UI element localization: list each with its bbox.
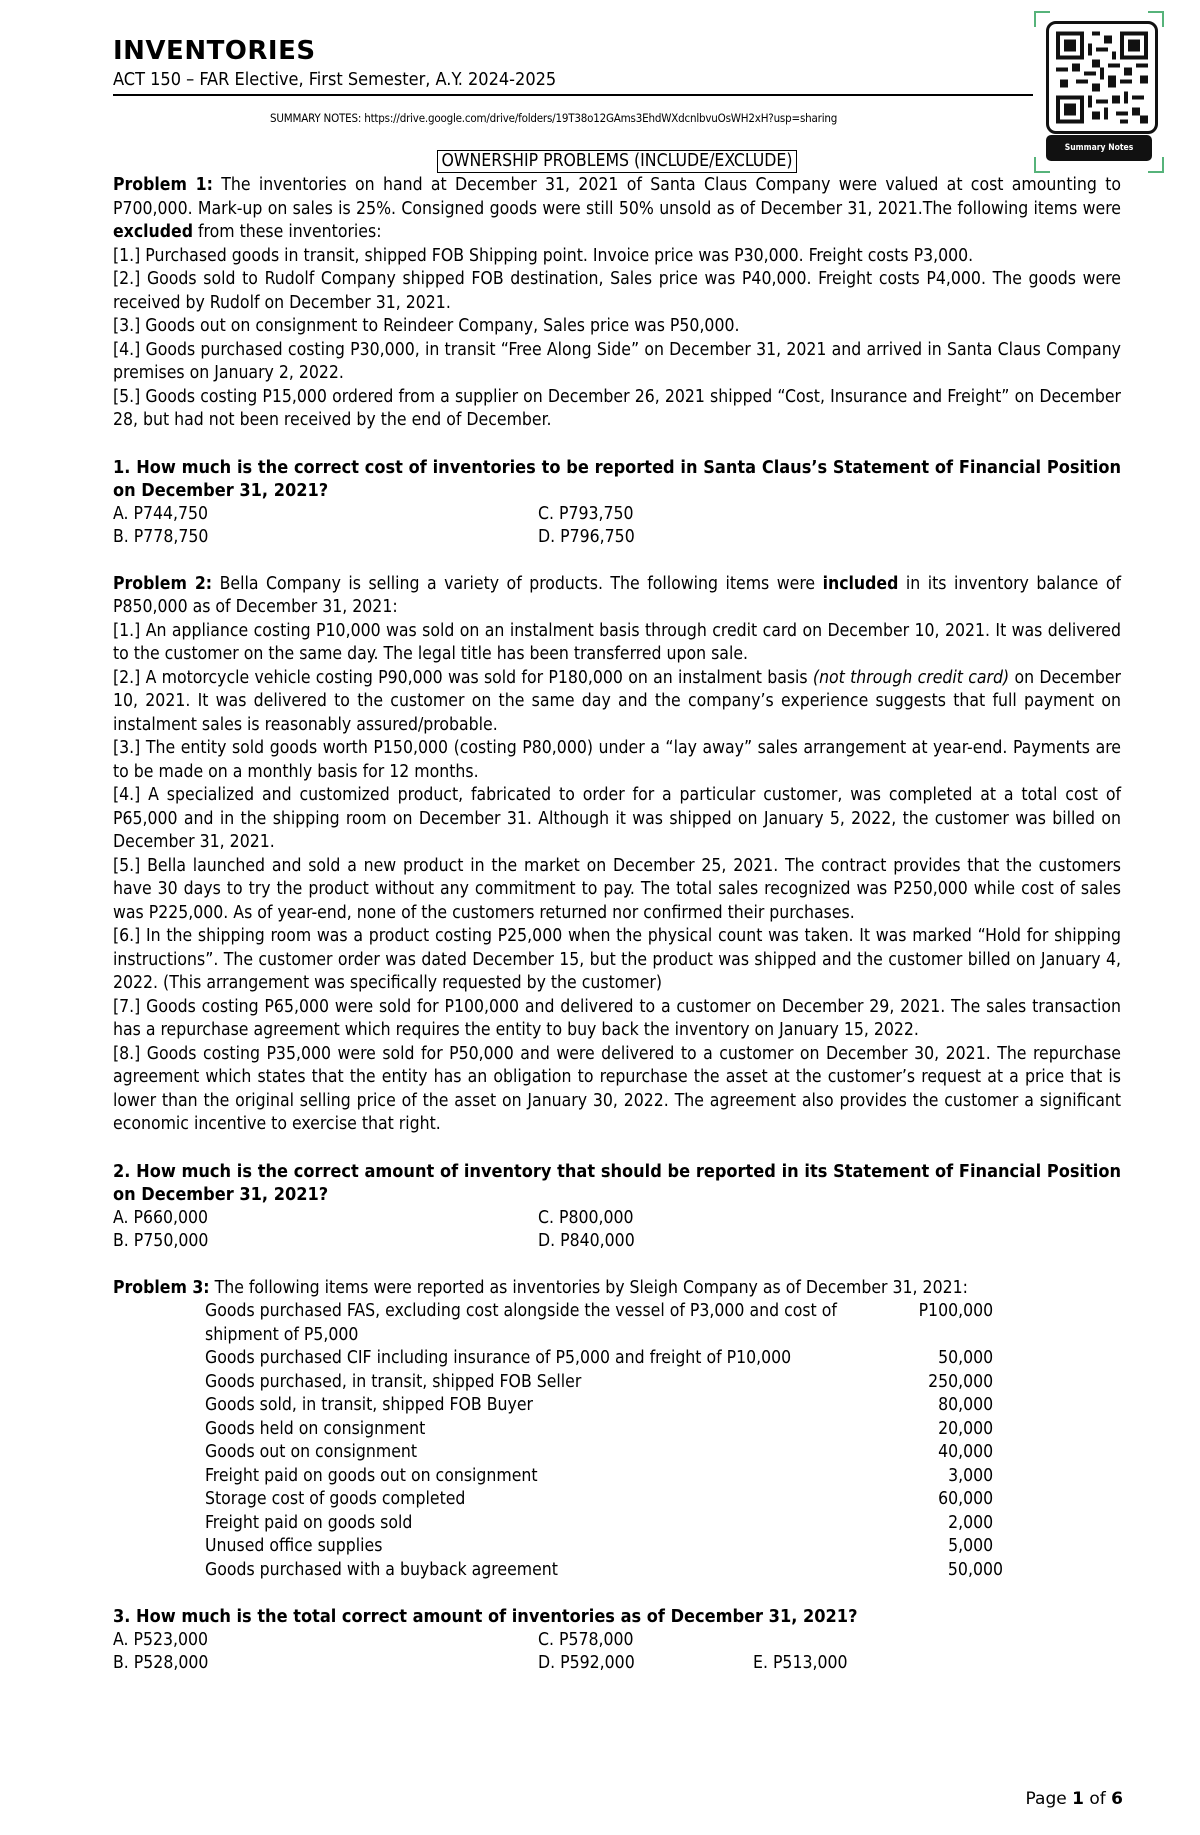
item-amount: P100,000 xyxy=(918,1301,994,1321)
table-row xyxy=(205,1371,1055,1395)
table-row xyxy=(205,1394,1055,1418)
inventory-items-table xyxy=(205,1300,1055,1582)
list-item: [8.] Goods costing P35,000 were sold for P50,000 and were delivered to a customer on December 30, 2021. The repurchase agreement which states that the entity has an obligation to repurchase the asset at the customer’s request at a price that is lower than the original selling price of the asset on January 30, 2022. The agreement also provides the customer a significant economic incentive to exercise that right. xyxy=(113,1043,1121,1134)
choice-b: B. P778,750 xyxy=(113,527,209,547)
item-amount: 80,000 xyxy=(938,1395,994,1415)
list-item: [5.] Bella launched and sold a new product in the market on December 25, 2021. The contract provides that the customers have 30 days to try the product without any commitment to pay. The total sales recognized was P250,000 while cost of sales was P225,000. As of year-end, none of the customers returned nor confirmed their purchases. xyxy=(113,855,1121,923)
header-divider xyxy=(113,94,1033,96)
item-description: Goods purchased, in transit, shipped FOB Seller xyxy=(205,1371,582,1392)
item-amount-offset xyxy=(993,1535,1055,1559)
document-title: INVENTORIES xyxy=(113,36,316,66)
qr-code-block[interactable] xyxy=(1034,11,1164,173)
choice-c: C. P800,000 xyxy=(538,1207,634,1228)
list-item: [1.] Purchased goods in transit, shipped FOB Shipping point. Invoice price was P30,000. Freight costs P3,000. xyxy=(113,245,974,266)
list-item: [6.] In the shipping room was a product costing P25,000 when the physical count was taken. It was marked “Hold for shipping instructions”. The customer order was dated December 15, but the product was shipped and the customer billed on January 4, 2022. (This arrangement was specifically requested by the customer) xyxy=(113,926,1121,993)
choice-a: A. P660,000 xyxy=(113,1207,209,1228)
italic-text: (not through credit card) xyxy=(812,667,1010,688)
item-amount: 3,000 xyxy=(948,1465,994,1486)
table-row xyxy=(205,1488,1055,1512)
item-amount: 250,000 xyxy=(928,1371,994,1392)
choices-2 xyxy=(113,1207,1121,1254)
item-amount-offset xyxy=(993,1394,1055,1418)
problem-3-intro xyxy=(113,1277,1121,1301)
choices-1 xyxy=(113,503,1121,550)
item-description: Goods held on consignment xyxy=(205,1418,426,1439)
item-description: Goods purchased with a buyback agreement xyxy=(205,1559,558,1580)
item-amount-offset xyxy=(993,1512,1055,1536)
item-amount: 20,000 xyxy=(938,1418,994,1439)
item-amount-offset xyxy=(993,1488,1055,1512)
table-row xyxy=(205,1347,1055,1371)
choice-b: B. P528,000 xyxy=(113,1653,209,1673)
page-current: 1 xyxy=(1072,1789,1084,1809)
choice-d: D. P592,000 xyxy=(538,1653,635,1673)
table-row xyxy=(205,1512,1055,1536)
item-description: Goods purchased FAS, excluding cost alongside the vessel of P3,000 and cost of shipment of P5,000 xyxy=(205,1301,837,1345)
list-item: [7.] Goods costing P65,000 were sold for P100,000 and delivered to a customer on December 29, 2021. The sales transaction has a repurchase agreement which requires the entity to buy back the inventory on January 15, 2022. xyxy=(113,996,1121,1040)
table-row xyxy=(205,1300,1055,1347)
list-item: [1.] An appliance costing P10,000 was sold on an instalment basis through credit card on December 10, 2021. It was delivered to the customer on the same day. The legal title has been transferred upon sale. xyxy=(113,620,1121,664)
item-amount-offset xyxy=(993,1347,1055,1371)
list-item: [2.] Goods sold to Rudolf Company shipped FOB destination, Sales price was P40,000. Freight costs P4,000. The goods were received by Rudolf on December 31, 2021. xyxy=(113,269,1121,313)
question-2: 2. How much is the correct amount of inventory that should be reported in its Statement of Financial Position on December 31, 2021? xyxy=(113,1160,1121,1205)
choice-a: A. P523,000 xyxy=(113,1629,209,1650)
list-item-text: [2.] A motorcycle vehicle costing P90,000 was sold for P180,000 on an instalment basis xyxy=(113,667,808,688)
problem-label: Problem 2: xyxy=(113,573,213,594)
item-amount-offset xyxy=(993,1371,1055,1395)
item-amount-offset: 50,000 xyxy=(947,1559,1003,1580)
item-description: Freight paid on goods out on consignment xyxy=(205,1465,538,1486)
page-word: Page xyxy=(1025,1789,1067,1809)
page-number xyxy=(1026,1789,1123,1809)
item-amount: 5,000 xyxy=(948,1536,994,1556)
item-description: Goods purchased CIF including insurance of P5,000 and freight of P10,000 xyxy=(205,1348,792,1368)
problem-text: The inventories on hand at December 31, 2021 of Santa Claus Company were valued at cost amounting to P700,000. Mark-up on sales is 25%. Consigned goods were still 50% unsold as of December 31, 2021.The following items were xyxy=(113,175,1121,219)
item-amount-offset xyxy=(993,1300,1055,1347)
choice-blank xyxy=(753,1629,1053,1653)
list-item-text: on December 10, 2021. It was delivered to the customer on the same day and the company’s experience suggests that full payment on instalment sales is reasonably assured/probable. xyxy=(113,667,1121,735)
course-subtitle: ACT 150 – FAR Elective, First Semester, A.Y. 2024-2025 xyxy=(113,69,557,90)
item-amount: 40,000 xyxy=(938,1442,994,1462)
choice-e: E. P513,000 xyxy=(753,1653,848,1673)
table-row xyxy=(205,1465,1055,1489)
choice-d: D. P796,750 xyxy=(538,527,635,547)
emphasis-text: included xyxy=(822,573,899,594)
problem-text: in its inventory balance of P850,000 as of December 31, 2021: xyxy=(113,573,1122,617)
list-item: [4.] Goods purchased costing P30,000, in transit “Free Along Side” on December 31, 2021 and arrived in Santa Claus Company premises on January 2, 2022. xyxy=(113,339,1121,383)
item-amount: 50,000 xyxy=(938,1348,994,1368)
problem-text: Bella Company is selling a variety of products. The following items were xyxy=(219,573,816,594)
item-description: Storage cost of goods completed xyxy=(205,1489,466,1509)
item-amount: 60,000 xyxy=(938,1489,994,1509)
qr-badge-label: Summary Notes xyxy=(1046,135,1152,161)
item-amount-offset xyxy=(993,1441,1055,1465)
problem-text: The following items were reported as inventories by Sleigh Company as of December 31, 2021: xyxy=(214,1277,968,1298)
section-heading-text: OWNERSHIP PROBLEMS (INCLUDE/EXCLUDE) xyxy=(437,150,798,173)
table-row xyxy=(205,1559,1055,1583)
of-word: of xyxy=(1089,1789,1106,1809)
problem-1-intro xyxy=(113,174,1121,245)
qr-code-icon xyxy=(1046,21,1158,134)
item-description: Freight paid on goods sold xyxy=(205,1512,413,1533)
choices-3 xyxy=(113,1629,1121,1676)
problem-2-intro xyxy=(113,573,1121,620)
question-3: 3. How much is the total correct amount of inventories as of December 31, 2021? xyxy=(113,1606,858,1627)
list-item xyxy=(113,667,1121,738)
choice-c: C. P793,750 xyxy=(538,503,634,524)
list-item: [4.] A specialized and customized product, fabricated to order for a particular customer, was completed at a total cost of P65,000 and in the shipping room on December 31. Although it was shipped on January 5, 2022, the customer was billed on December 31, 2021. xyxy=(113,785,1121,852)
item-amount-offset xyxy=(993,1418,1055,1442)
emphasis-text: excluded xyxy=(113,222,193,242)
section-heading xyxy=(113,150,1121,174)
problem-text: from these inventories: xyxy=(198,222,382,242)
list-item: [3.] Goods out on consignment to Reindeer Company, Sales price was P50,000. xyxy=(113,316,740,336)
page-total: 6 xyxy=(1111,1789,1123,1809)
question-1: 1. How much is the correct cost of inventories to be reported in Santa Claus’s Statement of Financial Position on December 31, 2021? xyxy=(113,456,1121,501)
choice-b: B. P750,000 xyxy=(113,1231,209,1251)
table-row xyxy=(205,1418,1055,1442)
item-amount: 2,000 xyxy=(948,1512,994,1533)
item-description: Goods sold, in transit, shipped FOB Buyer xyxy=(205,1395,533,1415)
list-item: [3.] The entity sold goods worth P150,000 (costing P80,000) under a “lay away” sales arrangement at year-end. Payments are to be made on a monthly basis for 12 months. xyxy=(113,738,1121,782)
problem-label: Problem 1: xyxy=(113,175,213,195)
summary-notes-link[interactable]: SUMMARY NOTES: https://drive.google.com/drive/folders/19T38o12GAms3EhdWXdcnlbvuOsWH2xH?usp=sharing xyxy=(270,111,838,125)
choice-d: D. P840,000 xyxy=(538,1231,635,1251)
problem-label: Problem 3: xyxy=(113,1277,210,1298)
choice-a: A. P744,750 xyxy=(113,503,209,524)
choice-c: C. P578,000 xyxy=(538,1629,634,1650)
item-amount-offset xyxy=(993,1465,1055,1489)
document-body xyxy=(113,150,1121,1676)
item-description: Goods out on consignment xyxy=(205,1442,418,1462)
table-row xyxy=(205,1535,1055,1559)
table-row xyxy=(205,1441,1055,1465)
list-item: [5.] Goods costing P15,000 ordered from a supplier on December 26, 2021 shipped “Cost, Insurance and Freight” on December 28, but had not been received by the end of December. xyxy=(113,386,1121,430)
item-description: Unused office supplies xyxy=(205,1536,383,1556)
